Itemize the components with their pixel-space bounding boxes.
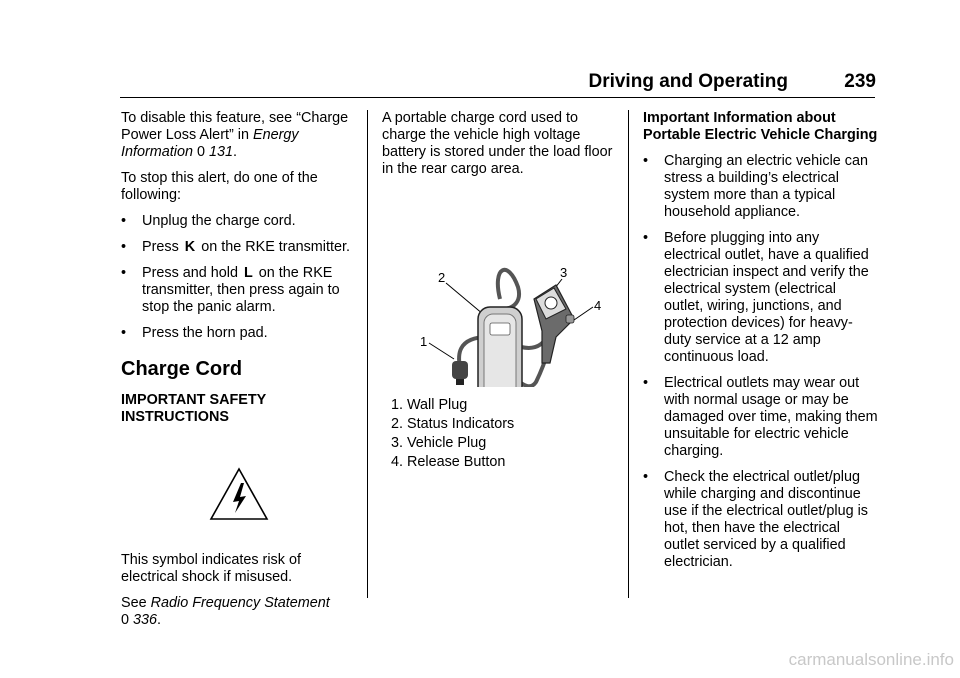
callout-line-4 xyxy=(574,307,593,320)
list-item: 3. Vehicle Plug xyxy=(391,435,487,451)
key-fob-icon: K xyxy=(184,239,196,255)
list-item: 4. Release Button xyxy=(391,454,506,470)
list-item: 2. Status Indicators xyxy=(391,416,515,432)
list-item: • Press K on the RKE transmitter. xyxy=(121,239,350,255)
column-divider-1 xyxy=(367,110,368,598)
bullet: • xyxy=(121,325,127,341)
callout-2: 2 xyxy=(438,270,446,285)
bullet: • xyxy=(121,213,127,229)
radio-frequency-link[interactable]: Radio Frequency Statement xyxy=(150,595,330,611)
list-item: • Check the electrical outlet/plug while charging and discontinue use if the electrical outlet/plug is hot, then have the electrical outlet serviced by a qualified electrician. xyxy=(643,469,868,570)
stop-alert-paragraph: To stop this alert, do one of the following: xyxy=(121,170,318,203)
page-number: 239 xyxy=(844,71,876,92)
callout-1: 1 xyxy=(420,334,428,349)
energy-information-page-ref[interactable]: 131 xyxy=(209,144,234,160)
callout-4: 4 xyxy=(594,298,602,313)
bullet: • xyxy=(121,265,127,281)
safety-instructions-heading: IMPORTANT SAFETY INSTRUCTIONS xyxy=(121,392,266,425)
list-item: • Press and hold L on the RKE transmitter, then press again to stop the panic alarm. xyxy=(121,265,340,315)
release-button xyxy=(566,315,574,323)
watermark: carmanualsonline.info xyxy=(788,650,954,669)
list-item: • Electrical outlets may wear out with normal usage or may be damaged over time, making them unsuitable for electric vehicle charging. xyxy=(643,375,878,459)
energy-information-link[interactable]: Energy Information xyxy=(121,127,299,160)
list-item: • Unplug the charge cord. xyxy=(121,213,296,229)
column-3 xyxy=(643,110,879,580)
radio-frequency-page-ref[interactable]: 336 xyxy=(133,612,158,628)
vehicle-plug xyxy=(534,285,574,363)
callout-line-1 xyxy=(429,343,454,359)
list-item: • Before plugging into any electrical outlet, have a qualified electrician inspect and verify the electrical system (electrical outlet, wiring, junctions, and protection devices) for heavy-duty service at a 12 amp continuous load. xyxy=(643,230,869,365)
bullet: • xyxy=(643,469,649,485)
intro-paragraph: A portable charge cord used to charge the vehicle high voltage battery is stored under the load floor in the rear cargo area. xyxy=(382,110,613,177)
section-title: Driving and Operating xyxy=(588,71,788,92)
charge-cord-diagram xyxy=(396,187,606,387)
page-ref-icon: 0 xyxy=(121,612,130,628)
status-indicators xyxy=(490,323,510,335)
wall-plug xyxy=(452,361,468,385)
list-item: • Press the horn pad. xyxy=(121,325,268,341)
see-reference: See Radio Frequency Statement 0 336. xyxy=(121,595,330,628)
bullet: • xyxy=(643,375,649,391)
panic-alarm-icon: L xyxy=(244,265,253,281)
column-divider-2 xyxy=(628,110,629,598)
column-2 xyxy=(382,110,618,473)
header-divider xyxy=(120,97,875,98)
list-item: 1. Wall Plug xyxy=(391,397,468,413)
bullet: • xyxy=(643,230,649,246)
list-item: • Charging an electric vehicle can stress a building’s electrical system more than a typical household appliance. xyxy=(643,153,868,220)
control-box xyxy=(478,307,522,387)
page-ref-icon: 0 xyxy=(197,144,206,160)
disable-paragraph: To disable this feature, see “Charge Power Loss Alert” in Energy Information 0 131. xyxy=(121,110,349,160)
electric-shock-warning-icon xyxy=(208,466,270,522)
charge-cord-heading: Charge Cord xyxy=(121,358,243,380)
callout-3: 3 xyxy=(560,265,568,280)
important-info-heading: Important Information about Portable Electric Vehicle Charging xyxy=(643,110,878,143)
column-1 xyxy=(121,110,357,638)
symbol-description: This symbol indicates risk of electrical shock if misused. xyxy=(121,552,301,585)
bullet: • xyxy=(643,153,649,169)
diagram-legend xyxy=(382,397,618,471)
bullet: • xyxy=(121,239,127,255)
